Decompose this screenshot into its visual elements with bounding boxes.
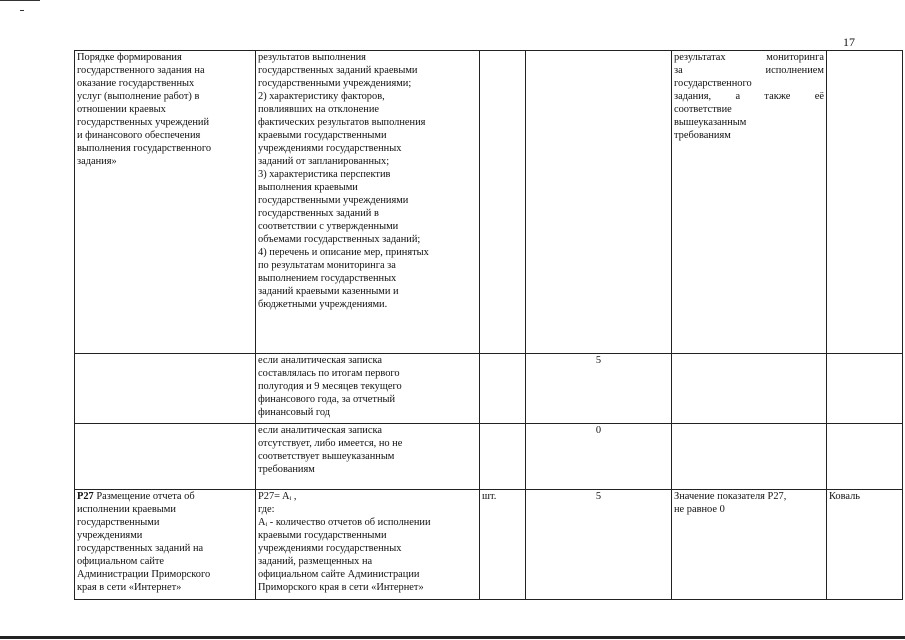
calculation-cell — [256, 354, 480, 424]
calculation-cell — [256, 51, 480, 354]
indicator-table — [74, 50, 903, 600]
calculation-line: составлялась по итогам первого — [258, 368, 400, 379]
indicator-name-line: Порядке формирования — [77, 52, 182, 63]
calculation-line: полугодия и 9 месяцев текущего — [258, 381, 402, 392]
note-cell — [672, 490, 827, 600]
table-row — [75, 51, 903, 354]
calculation-line: государственных заданий краевыми — [258, 65, 418, 76]
calculation-line: финансового года, за отчетный — [258, 394, 396, 405]
calculation-line: государственных заданий в — [258, 208, 379, 219]
bottom-border — [0, 636, 905, 639]
unit-cell: шт. — [480, 490, 526, 600]
note-cell — [672, 424, 827, 490]
indicator-name-line: оказание государственных — [77, 78, 195, 89]
indicator-name-line: края в сети «Интернет» — [77, 582, 182, 593]
calculation-line: повлиявших на отклонение — [258, 104, 380, 115]
note-cell — [672, 51, 827, 354]
calculation-line: краевыми государственными — [258, 130, 387, 141]
calculation-line: выполнения краевыми — [258, 182, 358, 193]
indicator-name-text: Размещение отчета об — [93, 491, 195, 502]
indicator-code: P27 — [77, 491, 94, 502]
indicator-name-line: Администрации Приморского — [77, 569, 211, 580]
points-cell: 0 — [526, 424, 672, 490]
calculation-line: Aᵢ - количество отчетов об исполнении — [258, 517, 431, 528]
calculation-line: государственными учреждениями; — [258, 78, 412, 89]
indicator-name-cell — [75, 354, 256, 424]
note-line: Значение показателя P27, — [674, 491, 787, 502]
indicator-name-line: учреждениями — [77, 530, 143, 541]
responsible-cell — [827, 424, 903, 490]
calculation-line: Приморского края в сети «Интернет» — [258, 582, 424, 593]
calculation-line: результатов выполнения — [258, 52, 366, 63]
calculation-line: фактических результатов выполнения — [258, 117, 426, 128]
indicator-name-line: и финансового обеспечения — [77, 130, 201, 141]
table-row — [75, 354, 903, 424]
indicator-name-line: услуг (выполнение работ) в — [77, 91, 200, 102]
note-line: не равное 0 — [674, 504, 725, 515]
calculation-line: заданий от запланированных; — [258, 156, 390, 167]
calculation-line: требованиям — [258, 464, 315, 475]
indicator-name-line: отношении краевых — [77, 104, 166, 115]
points-cell: 5 — [526, 354, 672, 424]
indicator-name-line: задания» — [77, 156, 117, 167]
indicator-name-line: государственными — [77, 517, 160, 528]
calculation-line: выполнением государственных — [258, 273, 397, 284]
calculation-line: объемами государственных заданий; — [258, 234, 421, 245]
calculation-cell — [256, 424, 480, 490]
note-line: требованиям — [674, 130, 731, 141]
calculation-line: соответствии с утвержденными — [258, 221, 399, 232]
note-line: задания, а также её — [674, 91, 824, 102]
calculation-line: где: — [258, 504, 275, 515]
calculation-line: отсутствует, либо имеется, но не — [258, 438, 403, 449]
indicator-name-cell — [75, 490, 256, 600]
scan-dot — [20, 10, 24, 11]
table-row — [75, 424, 903, 490]
page-number: 17 — [843, 35, 855, 49]
calculation-line: если аналитическая записка — [258, 355, 382, 366]
unit-cell — [480, 51, 526, 354]
responsible-cell — [827, 51, 903, 354]
responsible-cell — [827, 354, 903, 424]
calculation-line: 3) характеристика перспектив — [258, 169, 391, 180]
indicator-name-line: исполнении краевыми — [77, 504, 176, 515]
calculation-line: P27= Aᵢ , — [258, 491, 297, 502]
calculation-line: краевыми государственными — [258, 530, 387, 541]
note-cell — [672, 354, 827, 424]
calculation-line: заданий, размещенных на — [258, 556, 373, 567]
calculation-line: учреждениями государственных — [258, 543, 402, 554]
calculation-cell — [256, 490, 480, 600]
calculation-line: соответствует вышеуказанным — [258, 451, 395, 462]
calculation-line: 4) перечень и описание мер, принятых — [258, 247, 429, 258]
indicator-name-cell — [75, 51, 256, 354]
calculation-line: финансовый год — [258, 407, 331, 418]
note-line: государственного — [674, 78, 752, 89]
note-line: вышеуказанным — [674, 117, 747, 128]
note-line: за исполнением — [674, 65, 824, 76]
calculation-line: государственными учреждениями — [258, 195, 409, 206]
unit-cell — [480, 424, 526, 490]
calculation-line: заданий краевыми казенными и — [258, 286, 399, 297]
indicator-name-line: государственного задания на — [77, 65, 205, 76]
points-cell: 5 — [526, 490, 672, 600]
indicator-name-line — [77, 490, 253, 503]
calculation-line: 2) характеристику факторов, — [258, 91, 385, 102]
indicator-name-line: государственных заданий на — [77, 543, 204, 554]
indicator-name-cell — [75, 424, 256, 490]
indicator-name-line: официальном сайте — [77, 556, 165, 567]
table-row — [75, 490, 903, 600]
indicator-name-line: государственных учреждений — [77, 117, 210, 128]
unit-cell — [480, 354, 526, 424]
calculation-line: бюджетными учреждениями. — [258, 299, 388, 310]
responsible-cell: Коваль — [827, 490, 903, 600]
calculation-line: если аналитическая записка — [258, 425, 382, 436]
calculation-line: по результатам мониторинга за — [258, 260, 396, 271]
calculation-line: официальном сайте Администрации — [258, 569, 420, 580]
note-line: результатах мониторинга — [674, 52, 824, 63]
note-line: соответствие — [674, 104, 732, 115]
points-cell — [526, 51, 672, 354]
calculation-line: учреждениями государственных — [258, 143, 402, 154]
indicator-name-line: выполнения государственного — [77, 143, 212, 154]
